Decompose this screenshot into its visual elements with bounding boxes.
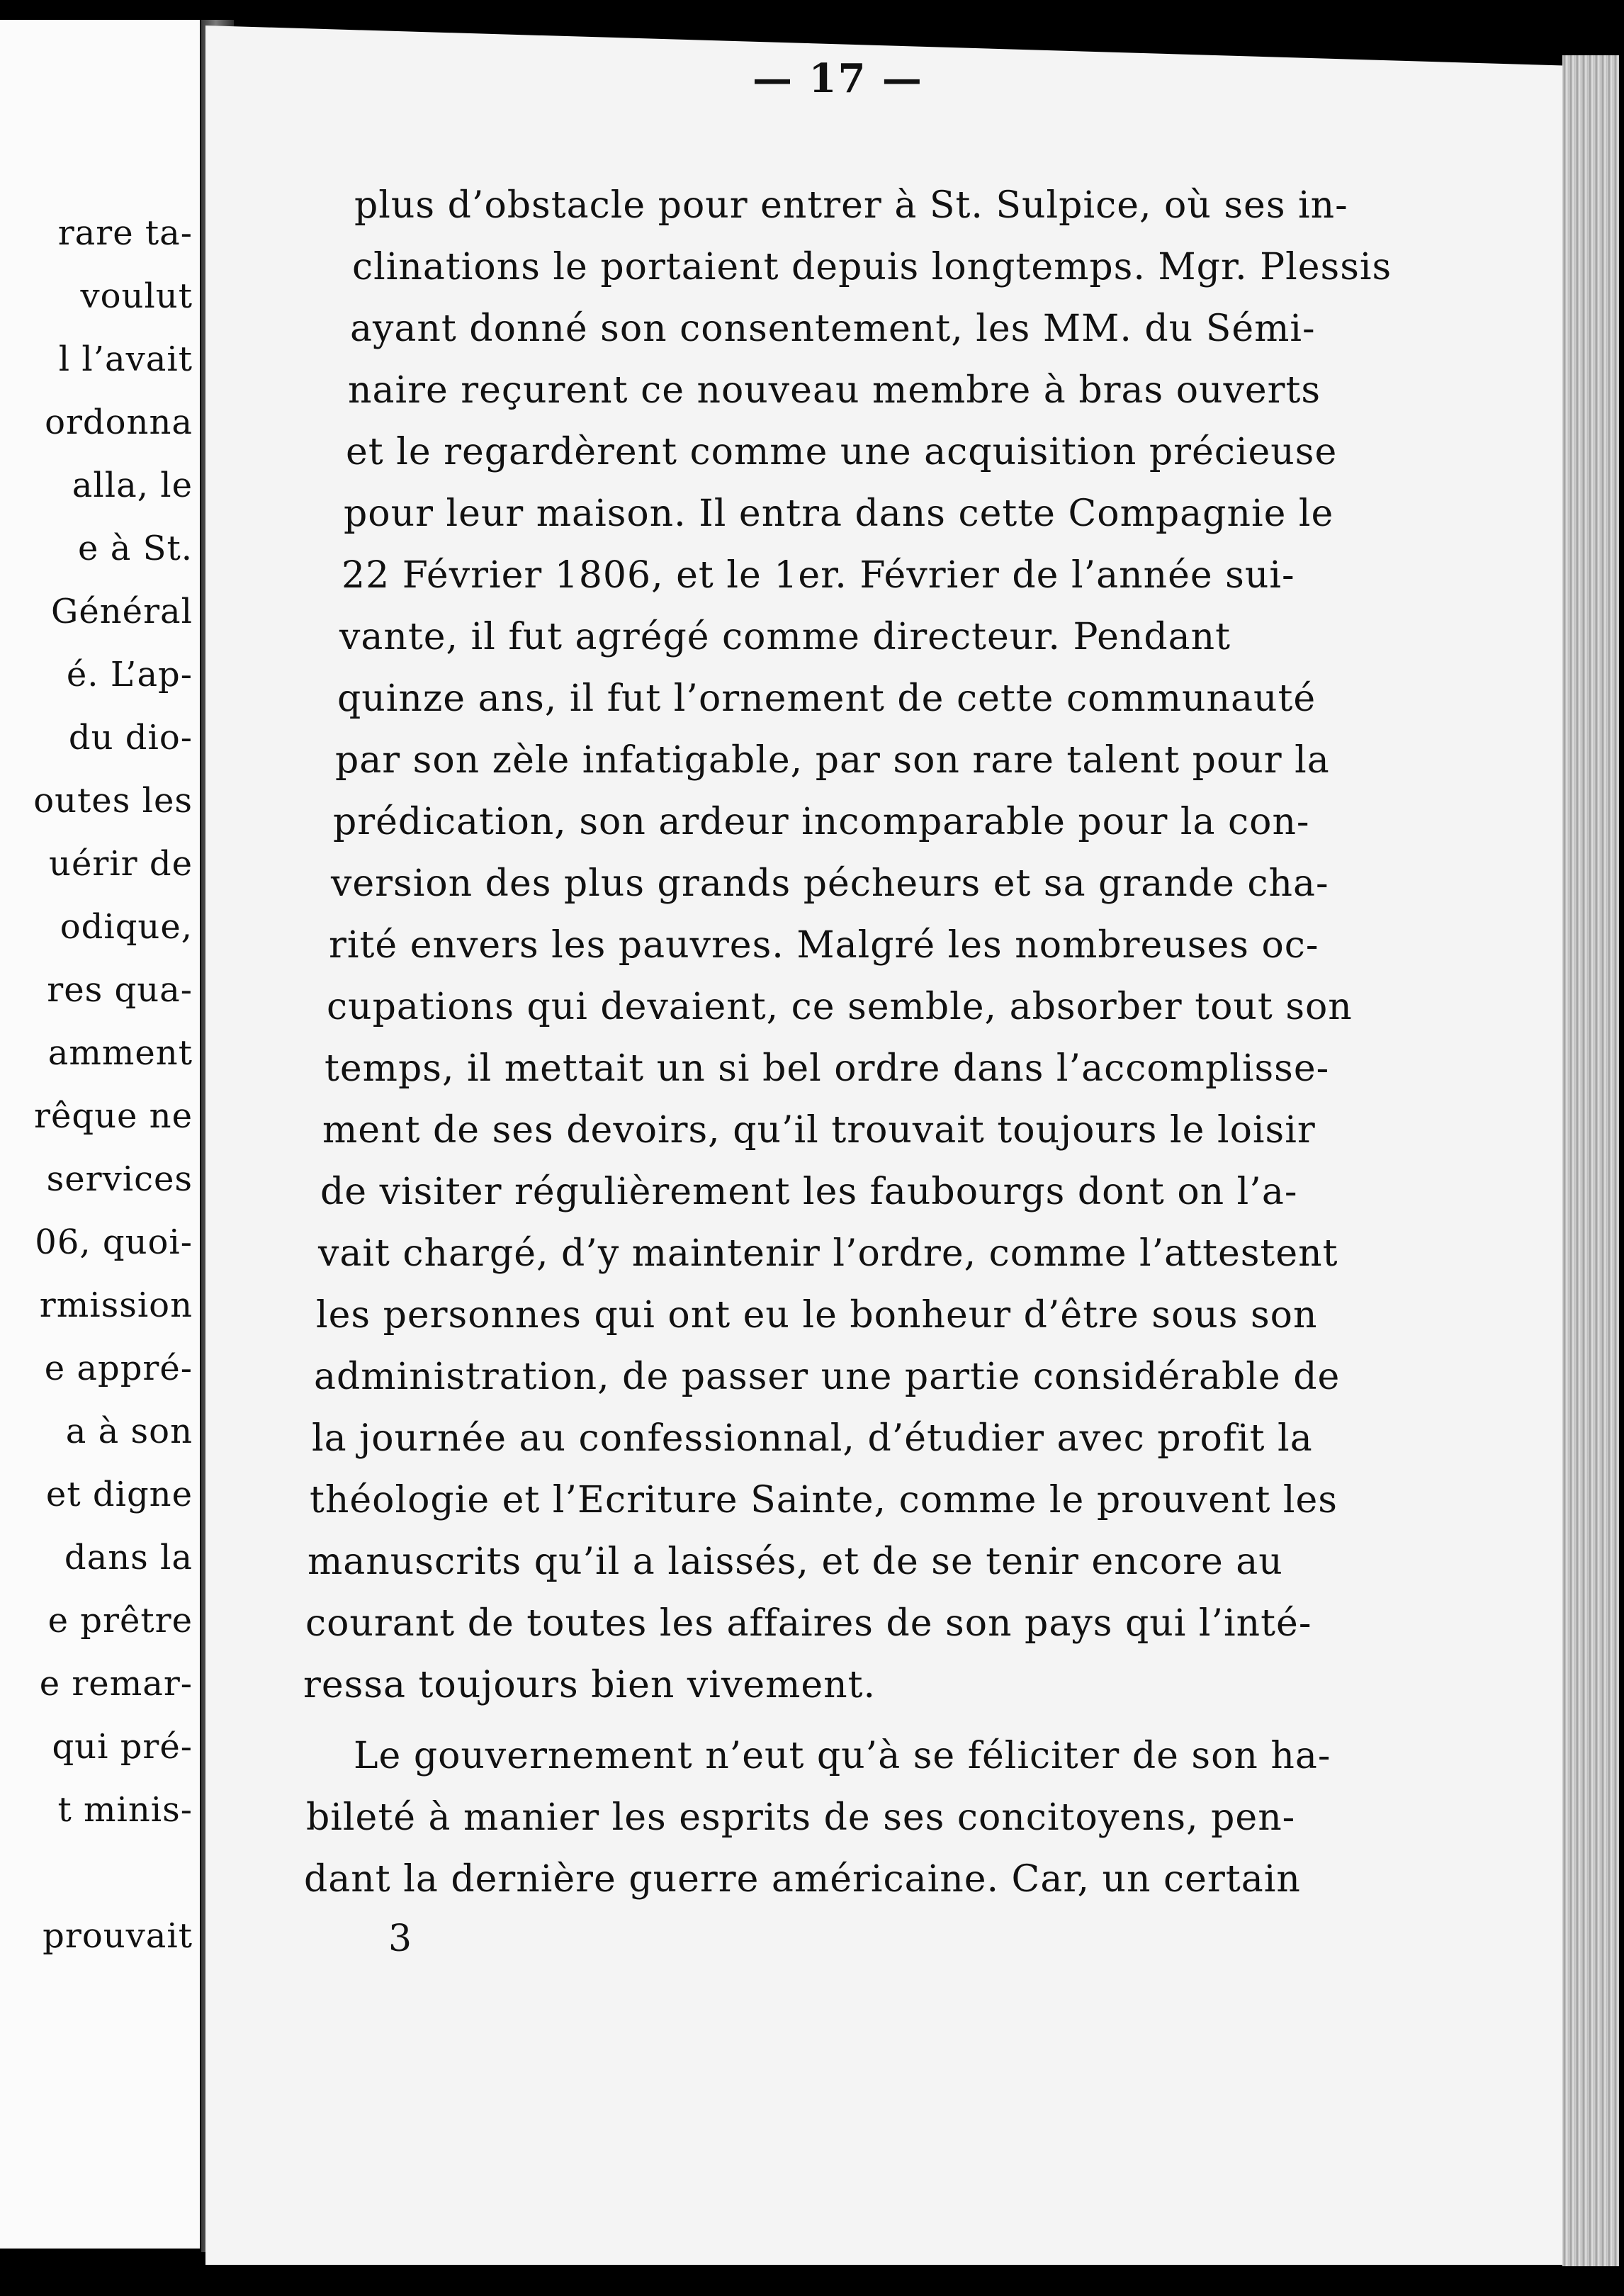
signature-mark: 3 — [388, 1918, 412, 1960]
body-text-line: bileté à manier les esprits de ses concitoyens, pen- — [306, 1796, 1296, 1839]
left-page-line: é. L’ap- — [66, 655, 193, 694]
left-page-line: t minis- — [57, 1790, 193, 1830]
left-page-line: odique, — [60, 907, 193, 947]
body-text-line: quinze ans, il fut l’ornement de cette communauté — [337, 677, 1316, 720]
left-page-line: rêque ne — [34, 1096, 193, 1136]
body-text-line: théologie et l’Ecriture Sainte, comme le prouvent les — [310, 1479, 1338, 1521]
body-text-line: manuscrits qu’il a laissés, et de se tenir encore au — [308, 1541, 1283, 1583]
body-text-line: ment de ses devoirs, qu’il trouvait toujours le loisir — [322, 1109, 1316, 1152]
left-page-line: du dio- — [68, 718, 193, 758]
left-page-line: e à St. — [78, 529, 193, 568]
left-page-line: res qua- — [47, 970, 193, 1010]
body-text-line: vait chargé, d’y maintenir l’ordre, comme l’attestent — [318, 1232, 1338, 1275]
body-text-line: temps, il mettait un si bel ordre dans l’accomplisse- — [325, 1047, 1330, 1090]
body-text-line: et le regardèrent comme une acquisition précieuse — [346, 431, 1338, 473]
page-number: — 17 — — [752, 55, 923, 102]
left-page-line: e remar- — [39, 1664, 193, 1704]
left-page-line: voulut — [80, 276, 193, 316]
left-page-line: et digne — [45, 1475, 193, 1514]
left-page-line: outes les — [33, 781, 193, 821]
body-text-line: cupations qui devaient, ce semble, absorber tout son — [327, 986, 1353, 1028]
body-text-line: naire reçurent ce nouveau membre à bras ouverts — [348, 369, 1321, 412]
left-page-line: amment — [47, 1033, 193, 1073]
body-text-line: ressa toujours bien vivement. — [303, 1664, 876, 1706]
left-page-line: rmission — [39, 1285, 193, 1325]
left-page-line: dans la — [64, 1538, 193, 1577]
body-text-line: plus d’obstacle pour entrer à St. Sulpice, où ses in- — [354, 184, 1348, 227]
left-page-line: a à son — [65, 1412, 193, 1451]
body-text-line: la journée au confessionnal, d’étudier avec profit la — [312, 1417, 1313, 1460]
body-text-line: administration, de passer une partie considérable de — [314, 1356, 1341, 1398]
body-text-line: pour leur maison. Il entra dans cette Compagnie le — [344, 493, 1334, 535]
body-text-line: dant la dernière guerre américaine. Car, un certain — [304, 1858, 1301, 1901]
body-text-line: clinations le portaient depuis longtemps. Mgr. Plessis — [352, 246, 1392, 288]
left-page-line: e prêtre — [47, 1601, 193, 1641]
left-page-line: l l’avait — [58, 339, 193, 379]
body-text-line: les personnes qui ont eu le bonheur d’être sous son — [316, 1294, 1318, 1336]
body-text-line: prédication, son ardeur incomparable pour la con- — [333, 801, 1310, 843]
left-page-line: rare ta- — [57, 213, 193, 253]
body-text-line: de visiter régulièrement les faubourgs dont on l’a- — [320, 1171, 1298, 1213]
body-text-line: Le gouvernement n’eut qu’à se féliciter de son ha- — [354, 1735, 1331, 1777]
page-edge-stack — [1562, 55, 1619, 2266]
left-page-line: uérir de — [49, 844, 193, 884]
left-page-line: ordonna — [45, 403, 193, 442]
body-text-line: rité envers les pauvres. Malgré les nombreuses oc- — [329, 924, 1319, 967]
left-page-line: prouvait — [43, 1916, 193, 1956]
body-text-line: ayant donné son consentement, les MM. du Sémi- — [350, 308, 1316, 350]
body-text-line: version des plus grands pécheurs et sa grande cha- — [331, 862, 1329, 905]
body-text-line: 22 Février 1806, et le 1er. Février de l’année sui- — [342, 554, 1295, 597]
left-page-line: Général — [51, 592, 193, 631]
body-text-line: vante, il fut agrégé comme directeur. Pendant — [339, 616, 1231, 658]
left-page — [0, 20, 200, 2249]
left-page-line: services — [46, 1159, 193, 1199]
body-text-line: par son zèle infatigable, par son rare talent pour la — [335, 739, 1330, 782]
left-page-line: qui pré- — [52, 1727, 193, 1767]
body-text-line: courant de toutes les affaires de son pays qui l’inté- — [305, 1602, 1312, 1645]
left-page-line: alla, le — [72, 466, 193, 505]
left-page-line: e appré- — [44, 1349, 193, 1388]
left-page-line: 06, quoi- — [35, 1222, 193, 1262]
